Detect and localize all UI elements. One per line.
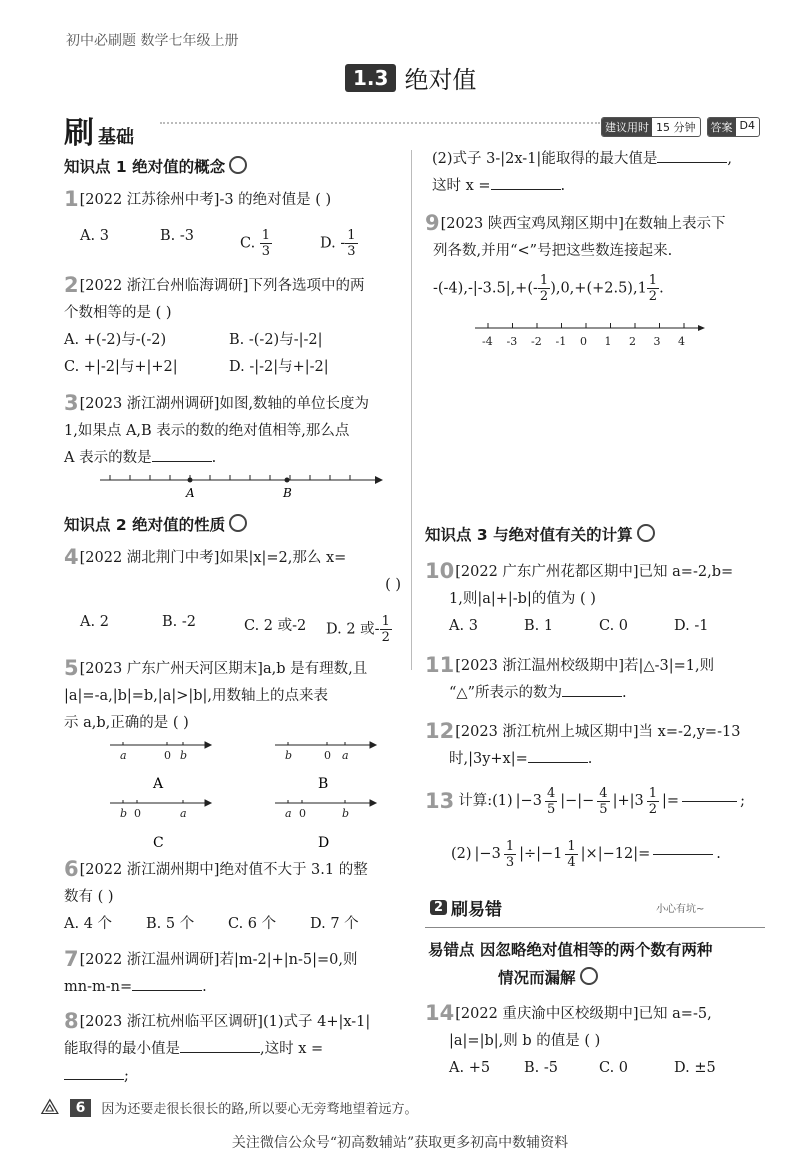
answer-blank[interactable] bbox=[682, 801, 737, 802]
svg-text:0: 0 bbox=[324, 749, 331, 762]
answer-key: 答案 bbox=[708, 118, 736, 136]
q4-options bbox=[80, 614, 410, 645]
target-icon bbox=[637, 524, 655, 542]
answer-blank[interactable] bbox=[132, 990, 202, 991]
page-number: 6 bbox=[70, 1099, 92, 1117]
question-line: mn-m-n= bbox=[64, 979, 133, 995]
option-c-label: C. bbox=[240, 235, 256, 252]
error-note: 小心有坑~ bbox=[656, 904, 705, 915]
svg-text:a: a bbox=[180, 807, 187, 820]
knowledge-point-2 bbox=[64, 513, 247, 535]
fraction: $\frac{1}{2}$ bbox=[648, 273, 658, 304]
svg-text:b: b bbox=[180, 749, 188, 762]
question-number: 12 bbox=[425, 719, 455, 743]
option-b: B. -3 bbox=[160, 228, 194, 244]
fraction: $\frac{1}{3}$ bbox=[261, 228, 271, 259]
question-number: 13 bbox=[425, 789, 455, 813]
number-line-q9 bbox=[470, 320, 710, 356]
question-3: 3[2023 浙江湖州调研]如图,数轴的单位长度为 1,如果点 A,B 表示的数的绝对值相等,那么点 A 表示的数是 . bbox=[64, 390, 409, 472]
fraction: $\frac{1}{3}$ bbox=[347, 228, 356, 259]
question-number: 3 bbox=[64, 391, 79, 415]
answer-blank[interactable] bbox=[64, 1079, 124, 1080]
question-line: [2022 重庆渝中区校级期中]已知 a=-5, bbox=[455, 1006, 712, 1022]
question-number: 1 bbox=[64, 187, 79, 211]
option-b: B. -2 bbox=[162, 614, 196, 630]
option-b: B. 1 bbox=[524, 618, 554, 634]
footer-motto: 因为还要走很长很长的路,所以要心无旁骛地望着远方。 bbox=[101, 1102, 418, 1117]
question-number: 7 bbox=[64, 947, 79, 971]
svg-text:b: b bbox=[285, 749, 293, 762]
answer-blank[interactable] bbox=[657, 162, 727, 163]
svg-text:a: a bbox=[120, 749, 127, 762]
question-line: ),0,+(+2.5),1 bbox=[550, 280, 647, 297]
kp1-text: 知识点 1 绝对值的概念 bbox=[64, 158, 226, 176]
svg-text:0: 0 bbox=[164, 749, 171, 762]
question-number: 9 bbox=[425, 211, 440, 235]
brush-basic-heading bbox=[64, 108, 134, 152]
option-d-label: D bbox=[318, 835, 330, 851]
tick-label: 0 bbox=[580, 335, 587, 348]
svg-text:0: 0 bbox=[134, 807, 141, 820]
question-line: 列各数,并用“<”号把这些数连接起来. bbox=[433, 243, 673, 259]
q1-options bbox=[80, 228, 400, 259]
target-icon bbox=[229, 514, 247, 532]
option-c: C. 0 bbox=[599, 1060, 629, 1076]
q5-number-lines bbox=[105, 735, 405, 855]
question-1 bbox=[64, 186, 404, 214]
error-point-line: 易错点 因忽略绝对值相等的两个数有两种 bbox=[428, 941, 713, 959]
fraction: $\frac{1}{3}$ bbox=[505, 839, 515, 870]
number-line-q3 bbox=[95, 470, 385, 502]
question-line: [2023 陕西宝鸡凤翔区期中]在数轴上表示下 bbox=[440, 216, 726, 232]
option-c: C. 0 bbox=[599, 618, 629, 634]
fraction: $\frac{4}{5}$ bbox=[546, 786, 556, 817]
question-line: (2)式子 3-|2x-1|能取得的最大值是 bbox=[432, 151, 658, 167]
question-6 bbox=[64, 856, 409, 938]
page-footer bbox=[40, 1095, 418, 1120]
option-b: B. -(-2)与-|-2| bbox=[229, 332, 323, 348]
answer-blank[interactable] bbox=[180, 1052, 260, 1053]
running-header: 初中必刷题 数学七年级上册 bbox=[66, 33, 239, 49]
divider bbox=[160, 122, 600, 124]
question-4 bbox=[64, 544, 409, 599]
question-line: ; bbox=[124, 1068, 129, 1084]
info-tags bbox=[601, 117, 760, 137]
question-line: [2022 广东广州花都区期中]已知 a=-2,b= bbox=[455, 564, 734, 580]
question-line: [2023 浙江湖州调研]如图,数轴的单位长度为 bbox=[79, 396, 370, 412]
error-badge: 2 bbox=[430, 900, 447, 915]
question-10 bbox=[425, 558, 775, 640]
option-a: A. 2 bbox=[80, 614, 109, 630]
kp3-text: 知识点 3 与绝对值有关的计算 bbox=[425, 526, 633, 544]
tick-label: -2 bbox=[531, 335, 542, 348]
question-text: [2022 江苏徐州中考]-3 的绝对值是 ( ) bbox=[79, 192, 332, 208]
question-14 bbox=[425, 1000, 775, 1082]
svg-text:a: a bbox=[342, 749, 349, 762]
tick-label: -3 bbox=[506, 335, 518, 348]
fraction: $\frac{1}{4}$ bbox=[567, 839, 576, 870]
tick-label: 4 bbox=[678, 335, 685, 348]
option-a: A. 3 bbox=[449, 618, 478, 634]
question-number: 14 bbox=[425, 1001, 455, 1025]
answer-blank[interactable] bbox=[528, 762, 588, 763]
question-line: [2023 浙江杭州临平区调研](1)式子 4+|x-1| bbox=[79, 1014, 371, 1030]
question-12: 12[2023 浙江杭州上城区期中]当 x=-2,y=-13 时,|3y+x|= . bbox=[425, 719, 741, 767]
option-d: D. ±5 bbox=[674, 1060, 716, 1076]
option-a: A. +(-2)与-(-2) bbox=[64, 332, 167, 348]
target-icon bbox=[229, 156, 247, 174]
point-a-label: A bbox=[186, 486, 195, 500]
option-c-label: C bbox=[153, 835, 164, 851]
question-line: 计算:(1) bbox=[458, 793, 513, 809]
question-line: [2023 浙江温州校级期中]若|△-3|=1,则 bbox=[455, 658, 715, 674]
question-line: A 表示的数是 bbox=[64, 450, 152, 466]
question-line: 时,|3y+x|= bbox=[449, 751, 528, 767]
question-line: 能取得的最小值是 bbox=[64, 1041, 180, 1057]
error-heading-text: 刷易错 bbox=[451, 900, 503, 920]
question-line: 1,如果点 A,B 表示的数的绝对值相等,那么点 bbox=[64, 423, 350, 439]
question-number: 8 bbox=[64, 1009, 79, 1033]
option-c bbox=[240, 228, 320, 259]
knowledge-point-1 bbox=[64, 155, 247, 177]
answer-blank[interactable] bbox=[562, 696, 622, 697]
fraction: $\frac{1}{2}$ bbox=[539, 273, 549, 304]
svg-text:b: b bbox=[120, 807, 128, 820]
question-line: [2022 浙江湖州期中]绝对值不大于 3.1 的整 bbox=[79, 862, 368, 878]
question-5 bbox=[64, 655, 409, 737]
compass-icon: ⟁ bbox=[40, 1095, 60, 1120]
question-number: 11 bbox=[425, 653, 455, 677]
error-point-line: 情况而漏解 bbox=[498, 969, 576, 987]
question-2 bbox=[64, 272, 409, 381]
question-line: [2023 浙江杭州上城区期中]当 x=-2,y=-13 bbox=[455, 724, 741, 740]
option-a: A. +5 bbox=[449, 1060, 491, 1076]
svg-text:a: a bbox=[285, 807, 292, 820]
section-title-text: 绝对值 bbox=[404, 66, 477, 94]
point-b-label: B bbox=[283, 486, 292, 500]
question-13: 13 计算:(1) |−3 $\frac{4}{5}$ |−|− $\frac{4}{5}$ |+|3 $\frac{1}{2}$ |= ; (2) |−3 $\frac{1}{3}$ |÷|−1 $\frac{1}{4}$ |×|−12|= . bbox=[425, 786, 745, 870]
answer-blank[interactable] bbox=[152, 461, 212, 462]
brush-char: 刷 bbox=[64, 116, 94, 151]
question-9: 9[2023 陕西宝鸡凤翔区期中]在数轴上表示下 列各数,并用“<”号把这些数连接起来. -(-4),-|-3.5|,+(- $\frac{1}{2}$ ),0,+(+2.5),1 $\frac{1}{2}$ . bbox=[425, 210, 775, 304]
question-line: 1,则|a|+|-b|的值为 ( ) bbox=[449, 591, 596, 607]
bottom-notice: 关注微信公众号“初高数辅站”获取更多初高中数辅资料 bbox=[231, 1135, 569, 1151]
question-8 bbox=[64, 1008, 409, 1090]
divider bbox=[425, 927, 765, 928]
tick-label: -4 bbox=[482, 335, 493, 348]
target-icon bbox=[580, 967, 598, 985]
option-d: D. -|-2|与+|-2| bbox=[229, 359, 329, 375]
question-number: 10 bbox=[425, 559, 455, 583]
question-line: [2022 湖北荆门中考]如果|x|=2,那么 x= bbox=[79, 550, 347, 566]
question-line: 示 a,b,正确的是 ( ) bbox=[64, 715, 189, 731]
answer-blank[interactable] bbox=[653, 854, 713, 855]
tick-label: -1 bbox=[555, 335, 567, 348]
answer-tag bbox=[707, 117, 760, 137]
question-number: 5 bbox=[64, 656, 79, 680]
question-11: 11[2023 浙江温州校级期中]若|△-3|=1,则 “△”所表示的数为 . bbox=[425, 653, 715, 701]
question-line: 个数相等的是 ( ) bbox=[64, 305, 172, 321]
question-line: |a|=|b|,则 b 的值是 ( ) bbox=[449, 1033, 601, 1049]
answer-paren: ( ) bbox=[385, 577, 401, 593]
answer-blank[interactable] bbox=[491, 189, 561, 190]
question-line: ,这时 x = bbox=[260, 1041, 324, 1057]
option-b: B. -5 bbox=[524, 1060, 558, 1076]
option-c: C. 2 或-2 bbox=[244, 618, 307, 634]
question-line: [2022 浙江温州调研]若|m-2|+|n-5|=0,则 bbox=[79, 952, 358, 968]
question-number: 4 bbox=[64, 545, 79, 569]
fraction: $\frac{4}{5}$ bbox=[599, 786, 608, 817]
column-divider bbox=[411, 150, 412, 670]
section-title bbox=[345, 60, 476, 95]
time-tag bbox=[601, 117, 701, 137]
question-line: “△”所表示的数为 bbox=[449, 685, 562, 701]
question-line: (2) bbox=[451, 846, 472, 862]
answer-value: D4 bbox=[739, 119, 755, 132]
question-number: 6 bbox=[64, 857, 79, 881]
option-b-label: B bbox=[318, 776, 329, 792]
option-d bbox=[320, 228, 400, 259]
error-point bbox=[428, 936, 778, 992]
option-c: C. +|-2|与+|+2| bbox=[64, 359, 178, 375]
brush-label: 基础 bbox=[98, 127, 134, 148]
fraction: $\frac{1}{2}$ bbox=[648, 786, 658, 817]
tick-label: 2 bbox=[629, 335, 636, 348]
time-value: 15 分钟 bbox=[656, 121, 696, 134]
question-number: 2 bbox=[64, 273, 79, 297]
question-7: 7[2022 浙江温州调研]若|m-2|+|n-5|=0,则 mn-m-n= . bbox=[64, 947, 358, 995]
option-a: A. 4 个 bbox=[64, 916, 113, 932]
option-d bbox=[326, 614, 392, 645]
knowledge-point-3 bbox=[425, 523, 655, 545]
tick-label: 3 bbox=[653, 335, 661, 348]
question-line: |a|=-a,|b|=b,|a|>|b|,用数轴上的点来表 bbox=[64, 688, 329, 704]
svg-text:0: 0 bbox=[299, 807, 306, 820]
time-key: 建议用时 bbox=[602, 118, 652, 136]
question-line: 这时 x = bbox=[432, 178, 491, 194]
tick-label: 1 bbox=[604, 335, 612, 348]
question-line: 数有 ( ) bbox=[64, 889, 114, 905]
question-line: [2023 广东广州天河区期末]a,b 是有理数,且 bbox=[79, 661, 368, 677]
svg-text:b: b bbox=[342, 807, 350, 820]
fraction: $\frac{1}{2}$ bbox=[381, 614, 390, 645]
option-a-label: A bbox=[153, 776, 164, 792]
question-line: -(-4),-|-3.5|,+(- bbox=[433, 280, 538, 297]
option-d-label: D. - bbox=[320, 235, 346, 252]
section-number: 1.3 bbox=[345, 64, 396, 92]
option-d-label: D. 2 或- bbox=[326, 621, 380, 638]
brush-error-heading bbox=[430, 895, 704, 920]
option-a: A. 3 bbox=[80, 228, 109, 244]
option-c: C. 6 个 bbox=[228, 916, 277, 932]
question-8-continued: (2)式子 3-|2x-1|能取得的最大值是 , 这时 x = . bbox=[432, 151, 732, 194]
kp2-text: 知识点 2 绝对值的性质 bbox=[64, 516, 226, 534]
option-d: D. 7 个 bbox=[310, 916, 359, 932]
option-d: D. -1 bbox=[674, 618, 709, 634]
option-b: B. 5 个 bbox=[146, 916, 195, 932]
question-line: [2022 浙江台州临海调研]下列各选项中的两 bbox=[79, 278, 365, 294]
